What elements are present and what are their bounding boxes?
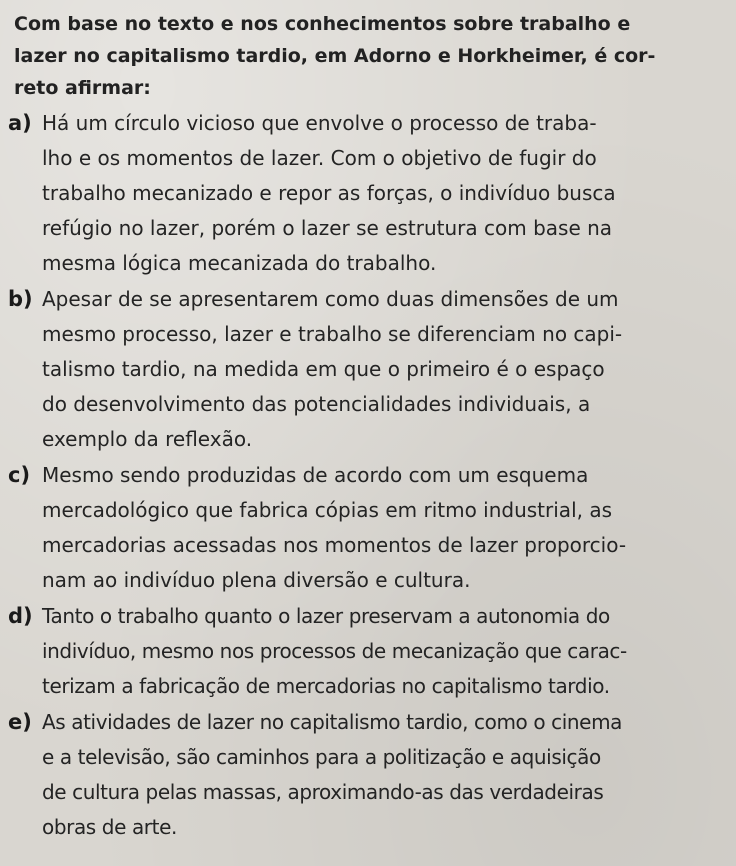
stem-line: Com base no texto e nos conhecimentos sobre trabalho e: [14, 13, 631, 35]
option-text-line: mercadorias acessadas nos momentos de lazer proporcio-: [42, 533, 627, 557]
option-letter: a): [8, 111, 32, 135]
option-text-line: Há um círculo vicioso que envolve o processo de traba-: [42, 111, 597, 135]
question-stem: [14, 8, 714, 104]
option-d[interactable]: [8, 599, 728, 704]
option-text-line: obras de arte.: [42, 815, 177, 839]
option-text-line: mesmo processo, lazer e trabalho se diferenciam no capi-: [42, 322, 623, 346]
stem-line: lazer no capitalismo tardio, em Adorno e Horkheimer, é cor-: [14, 45, 656, 67]
option-letter: d): [8, 604, 33, 628]
answer-options: [8, 106, 728, 845]
option-c[interactable]: [8, 458, 728, 598]
option-text-line: terizam a fabricação de mercadorias no capitalismo tardio.: [42, 674, 610, 698]
stem-line: reto afirmar:: [14, 77, 151, 99]
option-text-line: As atividades de lazer no capitalismo tardio, como o cinema: [42, 710, 623, 734]
option-text-line: de cultura pelas massas, aproximando-as das verdadeiras: [42, 780, 604, 804]
option-text-line: mesma lógica mecanizada do trabalho.: [42, 251, 437, 275]
option-letter: b): [8, 287, 33, 311]
option-text-line: refúgio no lazer, porém o lazer se estrutura com base na: [42, 216, 613, 240]
option-letter: c): [8, 463, 31, 487]
option-text-line: Apesar de se apresentarem como duas dimensões de um: [42, 287, 619, 311]
option-text-line: do desenvolvimento das potencialidades individuais, a: [42, 392, 591, 416]
option-text-line: Tanto o trabalho quanto o lazer preservam a autonomia do: [42, 604, 610, 628]
option-text-line: Mesmo sendo produzidas de acordo com um esquema: [42, 463, 589, 487]
option-a[interactable]: [8, 106, 728, 281]
option-text-line: exemplo da reflexão.: [42, 427, 253, 451]
option-text-line: talismo tardio, na medida em que o primeiro é o espaço: [42, 357, 605, 381]
option-text-line: trabalho mecanizado e repor as forças, o indivíduo busca: [42, 181, 616, 205]
option-b[interactable]: [8, 282, 728, 457]
option-text-line: mercadológico que fabrica cópias em ritmo industrial, as: [42, 498, 613, 522]
option-text-line: nam ao indivíduo plena diversão e cultura.: [42, 568, 471, 592]
option-text-line: indivíduo, mesmo nos processos de mecanização que carac-: [42, 639, 627, 663]
option-text-line: lho e os momentos de lazer. Com o objetivo de fugir do: [42, 146, 597, 170]
option-e[interactable]: [8, 705, 728, 845]
option-text-line: e a televisão, são caminhos para a politização e aquisição: [42, 745, 601, 769]
option-letter: e): [8, 710, 32, 734]
